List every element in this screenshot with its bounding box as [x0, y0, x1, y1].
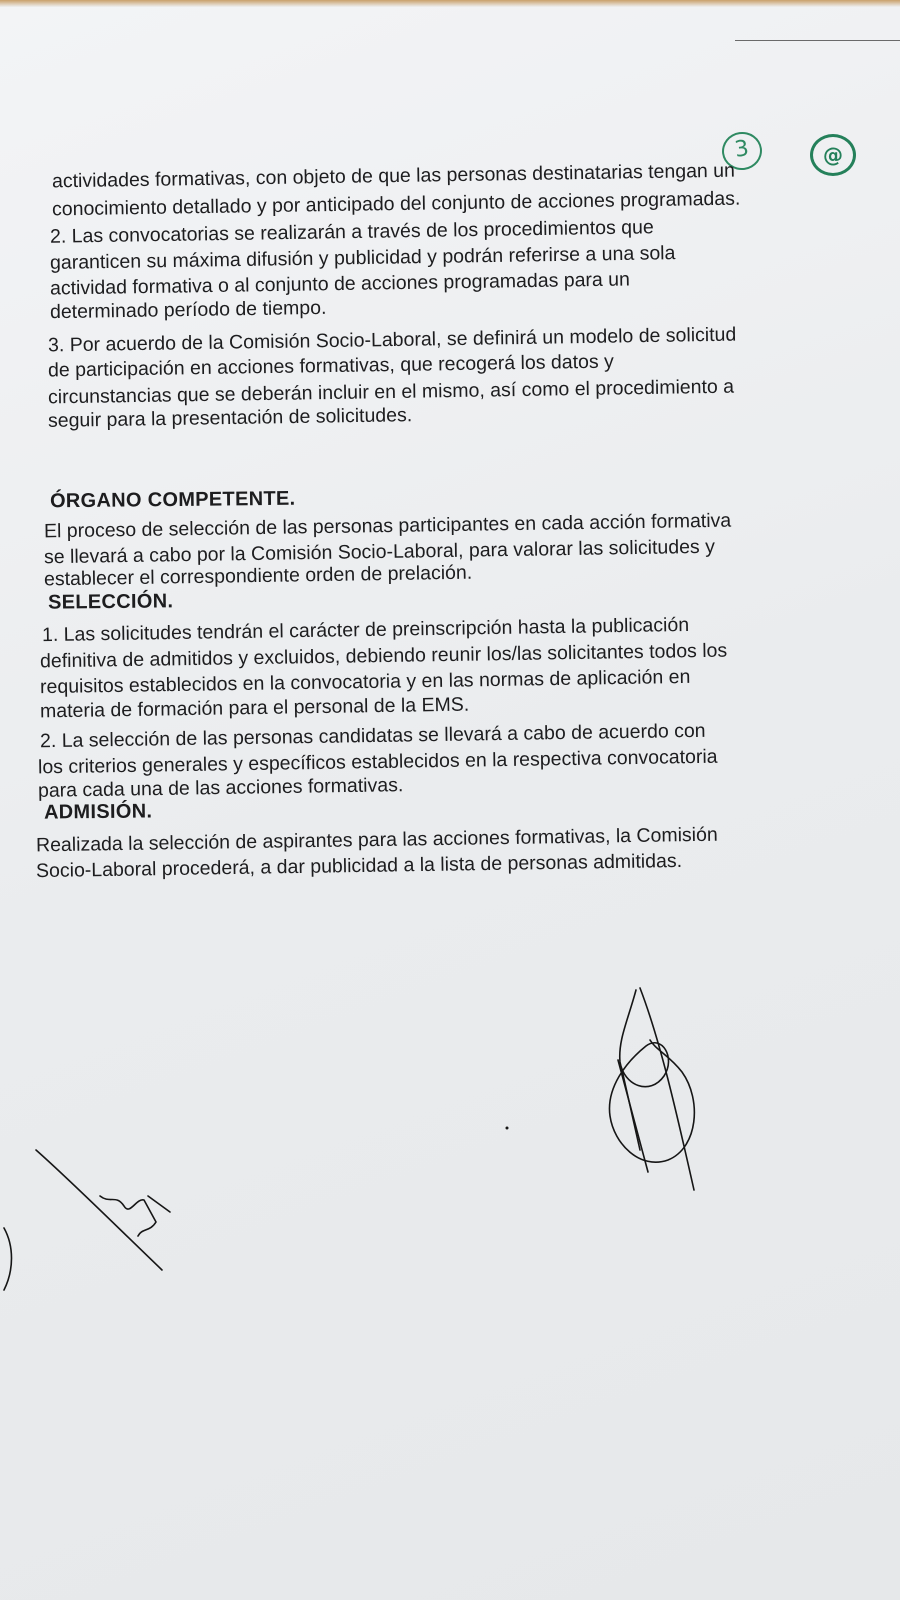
paragraph-line: 1. Las solicitudes tendrán el carácter de preinscripción hasta la publicación: [41, 613, 690, 647]
green-stamp-mark: @: [810, 134, 856, 176]
paragraph-line: requisitos establecidos en la convocatoria y en las normas de aplicación en: [39, 665, 691, 699]
paragraph-line: circunstancias que se deberán incluir en el mismo, así como el procedimiento a: [47, 375, 735, 409]
paragraph-line: de participación en acciones formativas, que recogerá los datos y: [47, 350, 614, 382]
paragraph-line: actividades formativas, con objeto de que las personas destinatarias tengan un: [51, 159, 736, 193]
paragraph-line: seguir para la presentación de solicitudes.: [47, 404, 413, 432]
left-margin-mark: [4, 1228, 12, 1290]
paragraph-line: 3. Por acuerdo de la Comisión Socio-Laboral, se definirá un modelo de solicitud: [47, 323, 737, 357]
paragraph-line: 2. Las convocatorias se realizarán a través de los procedimientos que: [49, 216, 654, 248]
paragraph-line: se llevará a cabo por la Comisión Socio-Laboral, para valorar las solicitudes y: [43, 535, 716, 569]
paragraph-line: El proceso de selección de las personas participantes en cada acción formativa: [43, 509, 732, 543]
paragraph-line: establecer el correspondiente orden de prelación.: [43, 561, 473, 591]
left-signature: [36, 1150, 170, 1270]
section-heading-organo: ÓRGANO COMPETENTE.: [49, 487, 296, 513]
ink-dot: [506, 1127, 509, 1130]
handwritten-page-number: 3: [720, 129, 765, 172]
right-signature: [609, 988, 694, 1190]
paragraph-line: los criterios generales y específicos establecidos en la respectiva convocatoria: [37, 745, 718, 779]
paragraph-line: conocimiento detallado y por anticipado del conjunto de acciones programadas.: [51, 187, 741, 221]
paragraph-line: para cada una de las acciones formativas.: [37, 774, 404, 802]
section-heading-seleccion: SELECCIÓN.: [47, 590, 174, 614]
paragraph-line: determinado período de tiempo.: [49, 296, 327, 324]
paragraph-line: garanticen su máxima difusión y publicidad y podrán referirse a una sola: [49, 242, 676, 274]
paragraph-line: actividad formativa o al conjunto de acciones programadas para un: [49, 268, 631, 300]
paragraph-line: 2. La selección de las personas candidatas se llevará a cabo de acuerdo con: [39, 719, 706, 753]
paragraph-line: materia de formación para el personal de la EMS.: [39, 693, 470, 723]
paragraph-line: Realizada la selección de aspirantes para las acciones formativas, la Comisión: [35, 823, 718, 857]
paragraph-line: Socio-Laboral procederá, a dar publicidad a la lista de personas admitidas.: [35, 849, 683, 883]
paragraph-line: definitiva de admitidos y excluidos, debiendo reunir los/las solicitantes todos los: [39, 639, 728, 673]
section-heading-admision: ADMISIÓN.: [43, 800, 153, 824]
